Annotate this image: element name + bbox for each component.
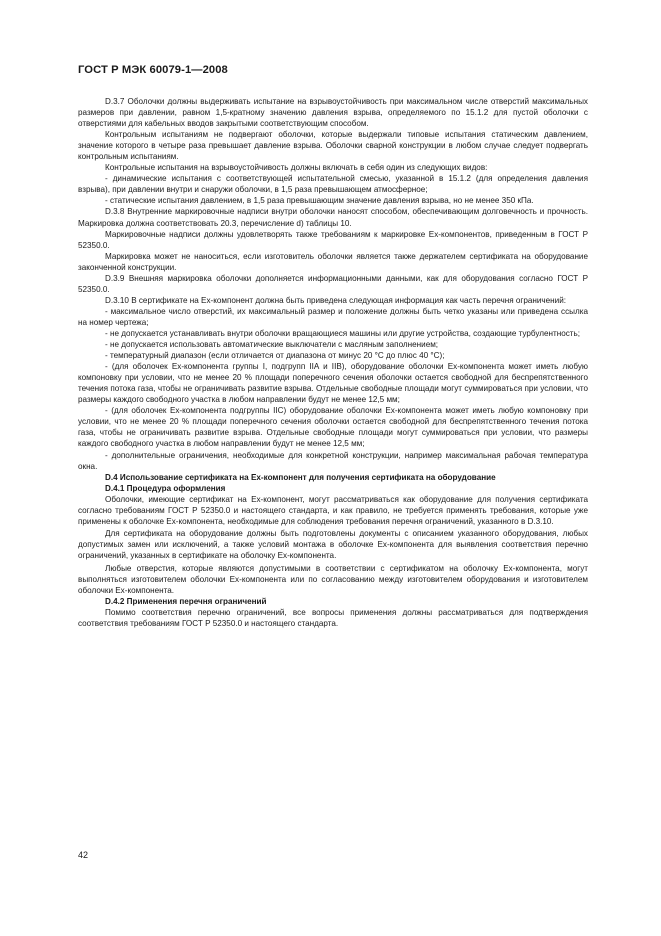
paragraph: Помимо соответствия перечню ограничений, все вопросы применения должны рассматриваться для подтверждения соответствия требованиям ГОСТ Р 52350.0 и настоящего стандарта. [78, 608, 588, 629]
paragraph-d-3-8: D.3.8 Внутренние маркировочные надписи внутри оболочки наносят способом, обеспечивающим долговечность и прочность. Маркировка должна соответствовать 20.3, перечисление d) таблицы 10. [78, 207, 588, 228]
document-body [78, 96, 588, 629]
document-header: ГОСТ Р МЭК 60079-1—2008 [78, 64, 228, 76]
list-item: - дополнительные ограничения, необходимые для конкретной конструкции, например максимальная рабочая температура окна. [78, 450, 588, 471]
paragraph: Маркировка может не наноситься, если изготовитель оболочки является также держателем сертификата на оборудование законченной конструкции. [78, 251, 588, 272]
paragraph: Контрольные испытания на взрывоустойчивость должны включать в себя один из следующих видов: [105, 163, 488, 173]
list-item: - статические испытания давлением, в 1,5 раза превышающим значение давления взрыва, но не менее 350 кПа. [105, 196, 534, 206]
list-item: - не допускается использовать автоматические выключатели с масляным заполнением; [105, 340, 439, 350]
list-item: - максимальное число отверстий, их максимальный размер и положение должны быть четко указаны или приведена ссылка на номер чертежа; [78, 306, 588, 327]
paragraph: Любые отверстия, которые являются допустимыми в соответствии с сертификатом на оболочку Ex-компонента, могут выполняться изготовителем оболочки Ex-компонента или по согласованию между изготовителем оборудования и изготовителем оболочки Ex-компонента. [78, 563, 588, 596]
section-heading-d-4: D.4 Использование сертификата на Ex-компонент для получения сертификата на оборудование [105, 472, 496, 482]
subsection-heading-d-4-1: D.4.1 Процедура оформления [105, 483, 226, 493]
list-item: - температурный диапазон (если отличается от диапазона от минус 20 °С до плюс 40 °С); [105, 351, 445, 361]
list-item: - не допускается устанавливать внутри оболочки вращающиеся машины или другие устройства, создающие турбулентность; [105, 328, 581, 338]
list-item: - (для оболочек Ex-компонента подгруппы IIC) оборудование оболочки Ex-компонента может иметь любую компоновку при условии, что не менее 20 % площади поперечного сечения оболочки остается свободной для беспрепятственного течения потока газа, чтобы не ограничивать развитие взрыва. Отдельные свободные площади могут суммироваться при условии, что размеры каждого свободного участка в любом направлении будут не менее 12,5 мм; [78, 406, 588, 449]
paragraph: Оболочки, имеющие сертификат на Ex-компонент, могут рассматриваться как оборудование для получения сертификата согласно требованиям ГОСТ Р 52350.0 и настоящего стандарта, и как правило, не требуется применять требования, которые уже применены к оболочке Ex-компонента, необходимые для соблюдения требования перечня ограничений, указанного в D.3.10. [78, 494, 588, 526]
paragraph-d-3-10: D.3.10 В сертификате на Ex-компонент должна быть приведена следующая информация как часть перечня ограничений: [105, 295, 566, 305]
list-item: - динамические испытания с соответствующей испытательной смесью, указанной в 15.1.2 (для определения давления взрыва), при давлении внутри и снаружи оболочки, в 1,5 раза превышающем атмосферное; [78, 174, 588, 195]
paragraph: Контрольным испытаниям не подвергают оболочки, которые выдержали типовые испытания статическим давлением, значение которого в четыре раза превышает давление взрыва. Оболочки сварной конструкции в любом случае следует подвергать контрольным испытаниям. [78, 130, 588, 162]
page-number: 42 [78, 850, 89, 860]
paragraph-d-3-7: D.3.7 Оболочки должны выдерживать испытание на взрывоустойчивость при максимальном числе отверстий максимальных размеров при давлении, равном 1,5-кратному значению давления взрыва, определяемого по 15.1.2 для пустой оболочки с отверстиями для кабельных вводов закрытыми соответствующим способом. [78, 97, 588, 129]
paragraph: Маркировочные надписи должны удовлетворять также требованиям к маркировке Ex-компонентов, приведенным в ГОСТ Р 52350.0. [78, 229, 588, 250]
paragraph: Для сертификата на оборудование должны быть подготовлены документы с описанием указанного оборудования, любых допустимых замен или исключений, а также условий монтажа в оболочке Ex-компонента для выявления соответствия перечню ограничений, указанных в сертификате на оболочку Ex-компонента. [78, 529, 588, 561]
list-item: - (для оболочек Ex-компонента группы I, подгрупп IIA и IIB), оборудование оболочки Ex-компонента может иметь любую компоновку при условии, что не менее 20 % площади поперечного сечения оболочки остается свободной для беспрепятственного течения потока газа, чтобы не ограничивать развитие взрыва. Отдельные свободные площади могут суммироваться при условии, что размеры каждого свободного участка в любом направлении будут не менее 12,5 мм; [78, 362, 588, 405]
paragraph-d-3-9: D.3.9 Внешняя маркировка оболочки дополняется информационными данными, как для оборудования согласно ГОСТ Р 52350.0. [78, 273, 588, 294]
subsection-heading-d-4-2: D.4.2 Применения перечня ограничений [105, 597, 267, 607]
